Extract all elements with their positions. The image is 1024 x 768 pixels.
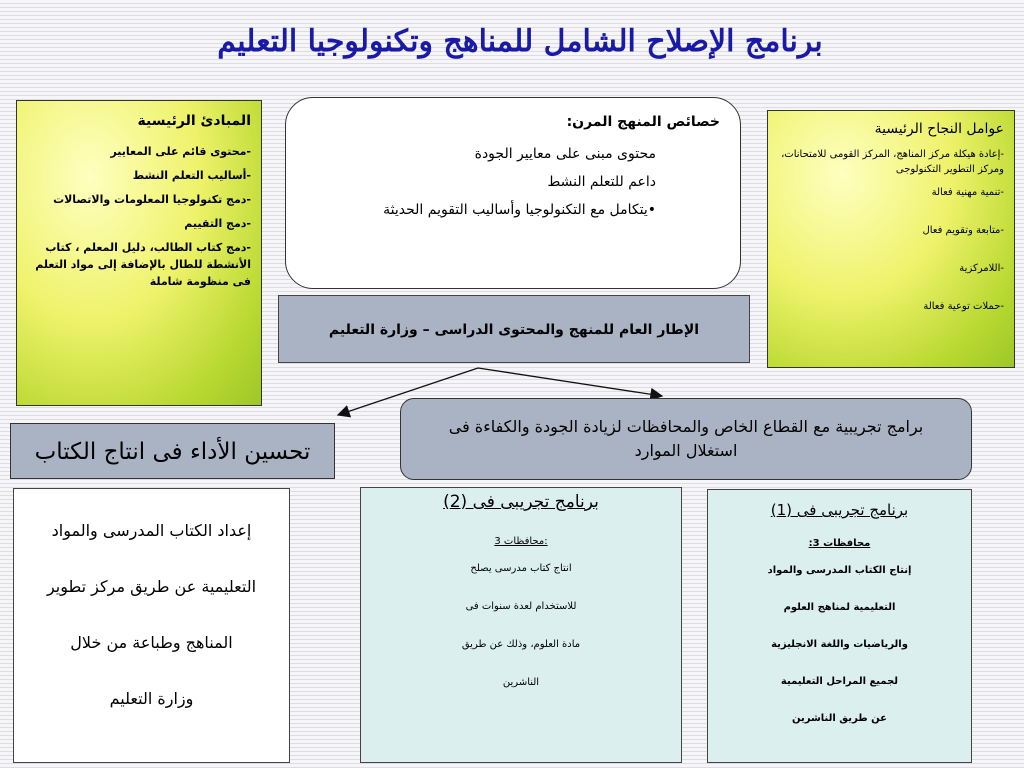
success-factor-item: -اللامركزية — [959, 263, 1004, 274]
success-factor-item: -إعادة هيكلة مركز المناهج، المركز القومى للامتحانات، ومركز التطوير التكنولوجى — [781, 149, 1004, 175]
pilot-1-line: والرياضيات واللغة الانجليزية — [771, 639, 908, 650]
pilot-1-line: عن طريق الناشرين — [791, 713, 888, 724]
page-title: برنامج الإصلاح الشامل للمناهج وتكنولوجيا التعليم — [217, 24, 823, 59]
arrow-to-pilots — [478, 368, 662, 396]
textbook-prep-line: إعداد الكتاب المدرسى والمواد — [51, 521, 252, 540]
pilot-2-line: الناشرين — [502, 677, 540, 688]
features-heading: خصائص المنهج المرن: — [566, 114, 720, 130]
framework-box: الإطار العام للمنهج والمحتوى الدراسى – وزارة التعليم — [278, 295, 750, 363]
pilot-2-line: للاستخدام لعدة سنوات فى — [465, 601, 577, 612]
pilot-1-line: التعليمية لمناهج العلوم — [783, 602, 896, 613]
pilot-2-line: انتاج كتاب مدرسى يصلح — [470, 563, 572, 574]
pilot-1-heading: برنامج تجريبى فى (1) — [770, 501, 909, 519]
textbook-prep-box — [13, 488, 290, 763]
principle-item: -دمج التقييم — [184, 217, 251, 230]
success-factors-box — [767, 110, 1015, 368]
success-factor-item: -حملات توعية فعالة — [923, 301, 1004, 312]
pilot-1-line: لجميع المراحل التعليمية — [780, 676, 899, 687]
improve-performance-box: تحسين الأداء فى انتاج الكتاب — [10, 423, 335, 479]
textbook-prep-line: المناهج وطباعة من خلال — [70, 633, 233, 652]
success-factor-item: -متابعة وتقويم فعال — [922, 225, 1004, 236]
principles-heading: المبادئ الرئيسية — [137, 113, 251, 129]
pilot-program-1-box — [707, 489, 972, 763]
feature-item: محتوى مبنى على معايير الجودة — [474, 146, 656, 162]
pilot-2-subheading: :محافظات 3 — [494, 536, 548, 547]
principle-item: -أساليب التعلم النشط — [132, 169, 251, 182]
principle-item: -دمج كتاب الطالب، دليل المعلم ، كتاب الأنشطة للطال بالإضافة إلى مواد التعلم فى منظومة شاملة — [35, 241, 251, 288]
success-factors-heading: عوامل النجاح الرئيسية — [874, 121, 1004, 137]
pilot-1-subheading: محافظات 3: — [808, 538, 871, 549]
success-factor-item: -تنمية مهنية فعالة — [931, 187, 1004, 198]
principle-item: -دمج تكنولوجيا المعلومات والاتصالات — [53, 193, 251, 206]
features-box — [285, 97, 741, 289]
textbook-prep-line: التعليمية عن طريق مركز تطوير — [46, 577, 257, 596]
pilot-1-line: إنتاج الكتاب المدرسى والمواد — [767, 565, 912, 576]
feature-item: داعم للتعلم النشط — [547, 174, 656, 190]
principles-box — [16, 100, 262, 406]
pilot-program-2-box — [360, 487, 682, 763]
pilot-2-line: مادة العلوم، وذلك عن طريق — [461, 639, 581, 650]
pilot-2-heading: برنامج تجريبى فى (2) — [443, 492, 599, 512]
textbook-prep-line: وزارة التعليم — [109, 689, 194, 708]
principle-item: -محتوى قائم على المعايير — [110, 145, 251, 158]
feature-item: •يتكامل مع التكنولوجيا وأساليب التقويم الحديثة — [383, 202, 656, 218]
pilot-programs-banner: برامج تجريبية مع القطاع الخاص والمحافظات لزيادة الجودة والكفاءة فى استغلال الموارد — [400, 398, 972, 480]
